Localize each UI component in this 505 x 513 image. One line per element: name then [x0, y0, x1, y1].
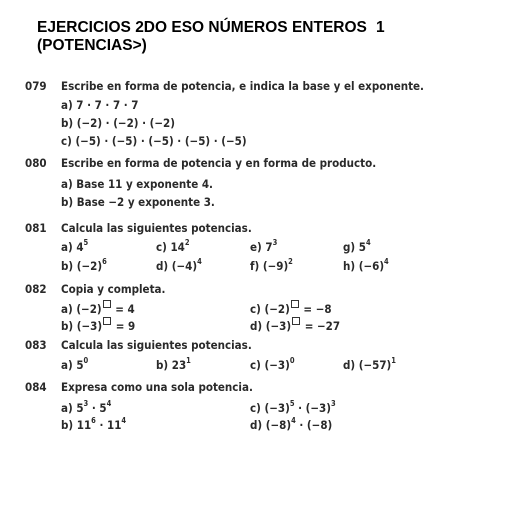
exercise-item: h) $(-6)^4$ — [343, 257, 389, 273]
exercise-item: a) $4^5$ — [61, 238, 89, 254]
exercise-item: b) (−2) · (−2) · (−2) — [61, 116, 175, 130]
exercise-item: d) (−3) = −27 — [250, 319, 341, 333]
exercise-header — [25, 380, 253, 394]
exercise-item: b) $11^6 \cdot 11^4$ — [61, 416, 127, 432]
blank-box — [103, 300, 111, 308]
exercise-item: c) $(-3)^0$ — [250, 356, 295, 372]
exercise-statement: Copia y completa. — [61, 282, 166, 296]
exercise-number: 084 — [25, 380, 47, 394]
exercise-statement: Expresa como una sola potencia. — [61, 380, 253, 394]
exercise-item: e) $7^3$ — [250, 238, 278, 254]
blank-box — [103, 317, 111, 325]
blank-box — [291, 300, 299, 308]
exercise-number: 080 — [25, 156, 47, 170]
exercise-header — [25, 282, 165, 296]
exercise-statement: Calcula las siguientes potencias. — [61, 221, 252, 235]
exercise-item: a) 7 · 7 · 7 · 7 — [61, 98, 139, 112]
exercise-header — [25, 79, 424, 93]
blank-box — [292, 317, 300, 325]
exercise-header — [25, 221, 252, 235]
exercise-item: d) $(-57)^1$ — [343, 356, 396, 372]
exercise-item: a) $5^0$ — [61, 356, 89, 372]
exercise-item: c) (−5) · (−5) · (−5) · (−5) · (−5) — [61, 134, 247, 148]
exercise-item: a) Base 11 y exponente 4. — [61, 177, 213, 191]
exercise-statement: Escribe en forma de potencia y en forma de producto. — [61, 156, 377, 170]
exercise-number: 079 — [25, 79, 47, 93]
exercise-number: 083 — [25, 338, 47, 352]
exercise-item: c) (−2) = −8 — [250, 302, 332, 316]
exercise-item: a) (−2) = 4 — [61, 302, 135, 316]
exercise-item: d) $(-4)^4$ — [156, 257, 202, 273]
document-title — [37, 19, 397, 55]
exercise-item: b) Base −2 y exponente 3. — [61, 195, 215, 209]
exercise-item: a) $5^3 \cdot 5^4$ — [61, 399, 112, 415]
exercise-number: 082 — [25, 282, 47, 296]
exercise-header — [25, 338, 252, 352]
exercise-number: 081 — [25, 221, 47, 235]
exercise-item: b) (−3) = 9 — [61, 319, 136, 333]
exercise-header — [25, 156, 376, 170]
exercise-item: d) $(-8)^4 \cdot (-8)$ — [250, 416, 333, 432]
exercise-item: c) $(-3)^5 \cdot (-3)^3$ — [250, 399, 336, 415]
exercise-item: b) $(-2)^6$ — [61, 257, 107, 273]
page-number: 1 — [376, 19, 385, 36]
title-line-1: EJERCICIOS 2DO ESO NÚMEROS ENTEROS — [37, 19, 367, 36]
exercise-statement: Calcula las siguientes potencias. — [61, 338, 252, 352]
exercise-item: g) $5^4$ — [343, 238, 371, 254]
exercise-item: f) $(-9)^2$ — [250, 257, 293, 273]
title-line-2: (POTENCIAS>) — [37, 37, 147, 54]
exercise-item: c) $14^2$ — [156, 238, 190, 254]
exercise-item: b) $23^1$ — [156, 356, 191, 372]
exercise-statement: Escribe en forma de potencia, e indica la base y el exponente. — [61, 79, 424, 93]
